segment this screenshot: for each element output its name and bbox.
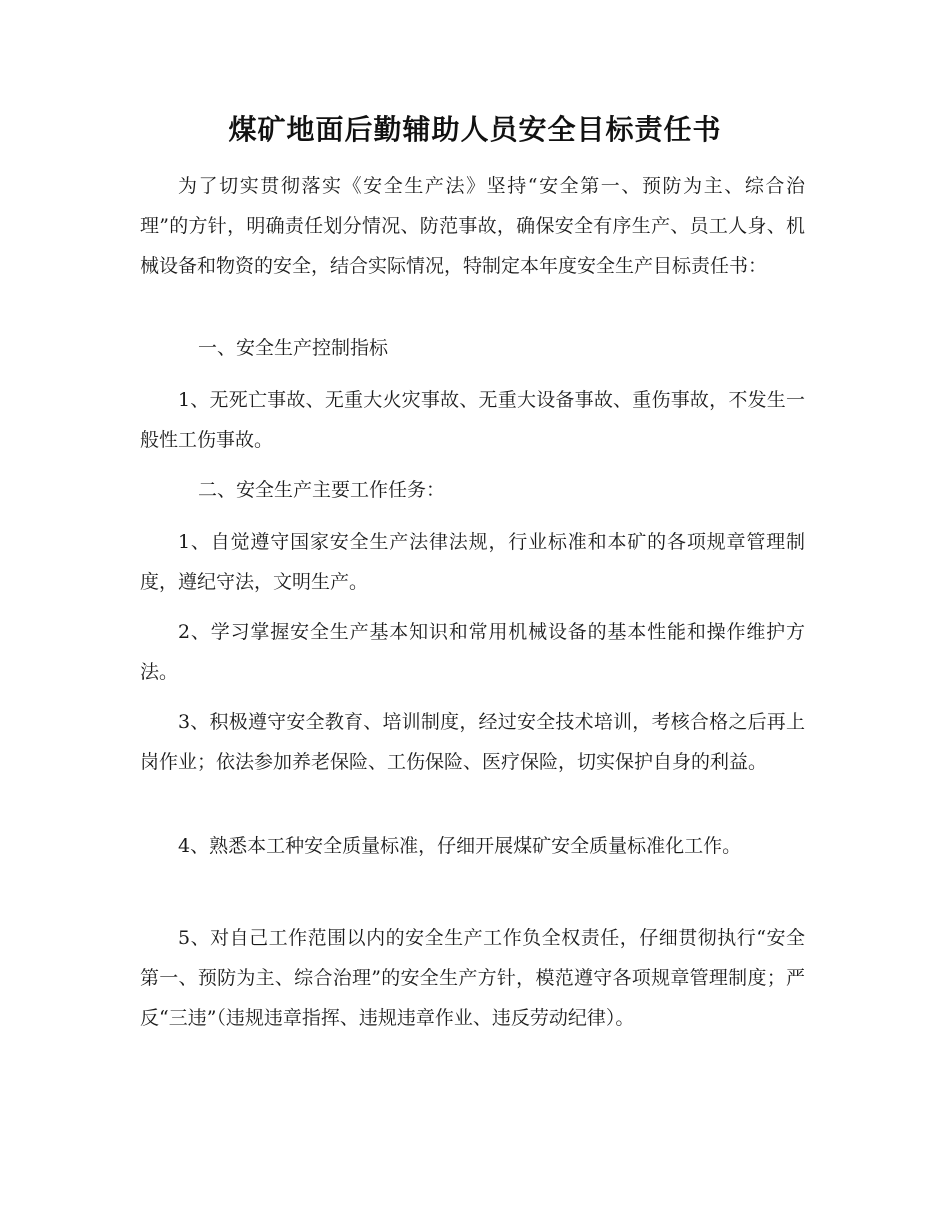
section2-item-2: 2、学习掌握安全生产基本知识和常用机械设备的基本性能和操作维护方法。 bbox=[140, 621, 805, 683]
section1-item-1: 1、无死亡事故、无重大火灾事故、无重大设备事故、重伤事故，不发生一般性工伤事故。 bbox=[140, 389, 805, 451]
intro-paragraph: 为了切实贯彻落实《安全生产法》坚持“安全第一、预防为主、综合治理”的方针，明确责任划分情况、防范事故，确保安全有序生产、员工人身、机械设备和物资的安全，结合实际情况，特制定本年度安全生产目标责任书： bbox=[140, 175, 805, 277]
section2-heading: 二、安全生产主要工作任务： bbox=[198, 479, 446, 501]
section2-item-5: 5、对自己工作范围以内的安全生产工作负全权责任，仔细贯彻执行“安全第一、预防为主、综合治理”的安全生产方针，模范遵守各项规章管理制度；严反“三违”（违规违章指挥、违规违章作业、违反劳动纪律）。 bbox=[140, 927, 805, 1029]
section1-heading: 一、安全生产控制指标 bbox=[198, 337, 389, 359]
section2-item-1: 1、自觉遵守国家安全生产法律法规，行业标准和本矿的各项规章管理制度，遵纪守法，文明生产。 bbox=[140, 531, 805, 593]
document-title: 煤矿地面后勤辅助人员安全目标责任书 bbox=[228, 113, 722, 146]
section2-item-4: 4、熟悉本工种安全质量标准，仔细开展煤矿安全质量标准化工作。 bbox=[178, 835, 742, 857]
section2-item-3: 3、积极遵守安全教育、培训制度，经过安全技术培训，考核合格之后再上岗作业；依法参加养老保险、工伤保险、医疗保险，切实保护自身的利益。 bbox=[140, 711, 805, 773]
